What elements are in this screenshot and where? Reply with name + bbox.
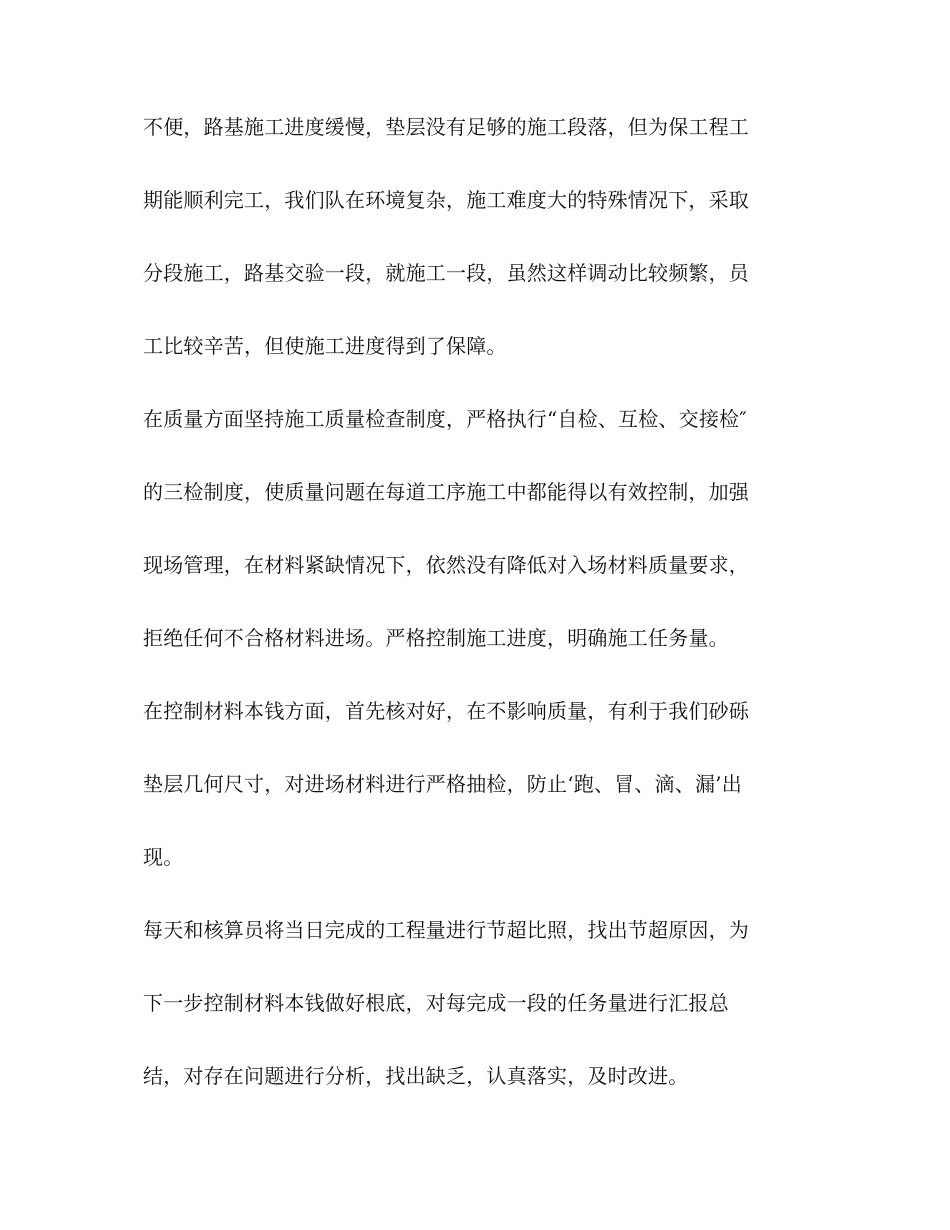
document-body [143, 117, 808, 1086]
text-line: 在控制材料本钱方面，首先核对好，在不影响质量，有利于我们砂砾 [143, 699, 749, 723]
text-line: 在质量方面坚持施工质量检查制度，严格执行“自检、互检、交接检″ [143, 407, 747, 431]
text-line: 期能顺利完工，我们队在环境复杂，施工难度大的特殊情况下，采取 [143, 188, 749, 212]
text-line: 现。 [143, 845, 184, 869]
text-line: 结，对存在问题进行分析，找出缺乏，认真落实，及时改进。 [143, 1064, 689, 1088]
text-line: 每天和核算员将当日完成的工程量进行节超比照，找出节超原因，为 [143, 918, 749, 942]
text-line: 现场管理，在材料紧缺情况下，依然没有降低对入场材料质量要求， [143, 553, 749, 577]
text-line: 垫层几何尺寸，对进场材料进行严格抽检，防止‘跑、冒、滴、漏’出 [143, 772, 742, 796]
text-line: 拒绝任何不合格材料进场。严格控制施工进度，明确施工任务量。 [143, 626, 729, 650]
text-line: 下一步控制材料本钱做好根底，对每完成一段的任务量进行汇报总 [143, 991, 729, 1015]
text-line: 工比较辛苦，但使施工进度得到了保障。 [143, 334, 507, 358]
text-line: 不便，路基施工进度缓慢，垫层没有足够的施工段落，但为保工程工 [143, 115, 749, 139]
text-line: 的三检制度，使质量问题在每道工序施工中都能得以有效控制，加强 [143, 480, 749, 504]
text-line: 分段施工，路基交验一段，就施工一段，虽然这样调动比较频繁，员 [143, 261, 749, 285]
